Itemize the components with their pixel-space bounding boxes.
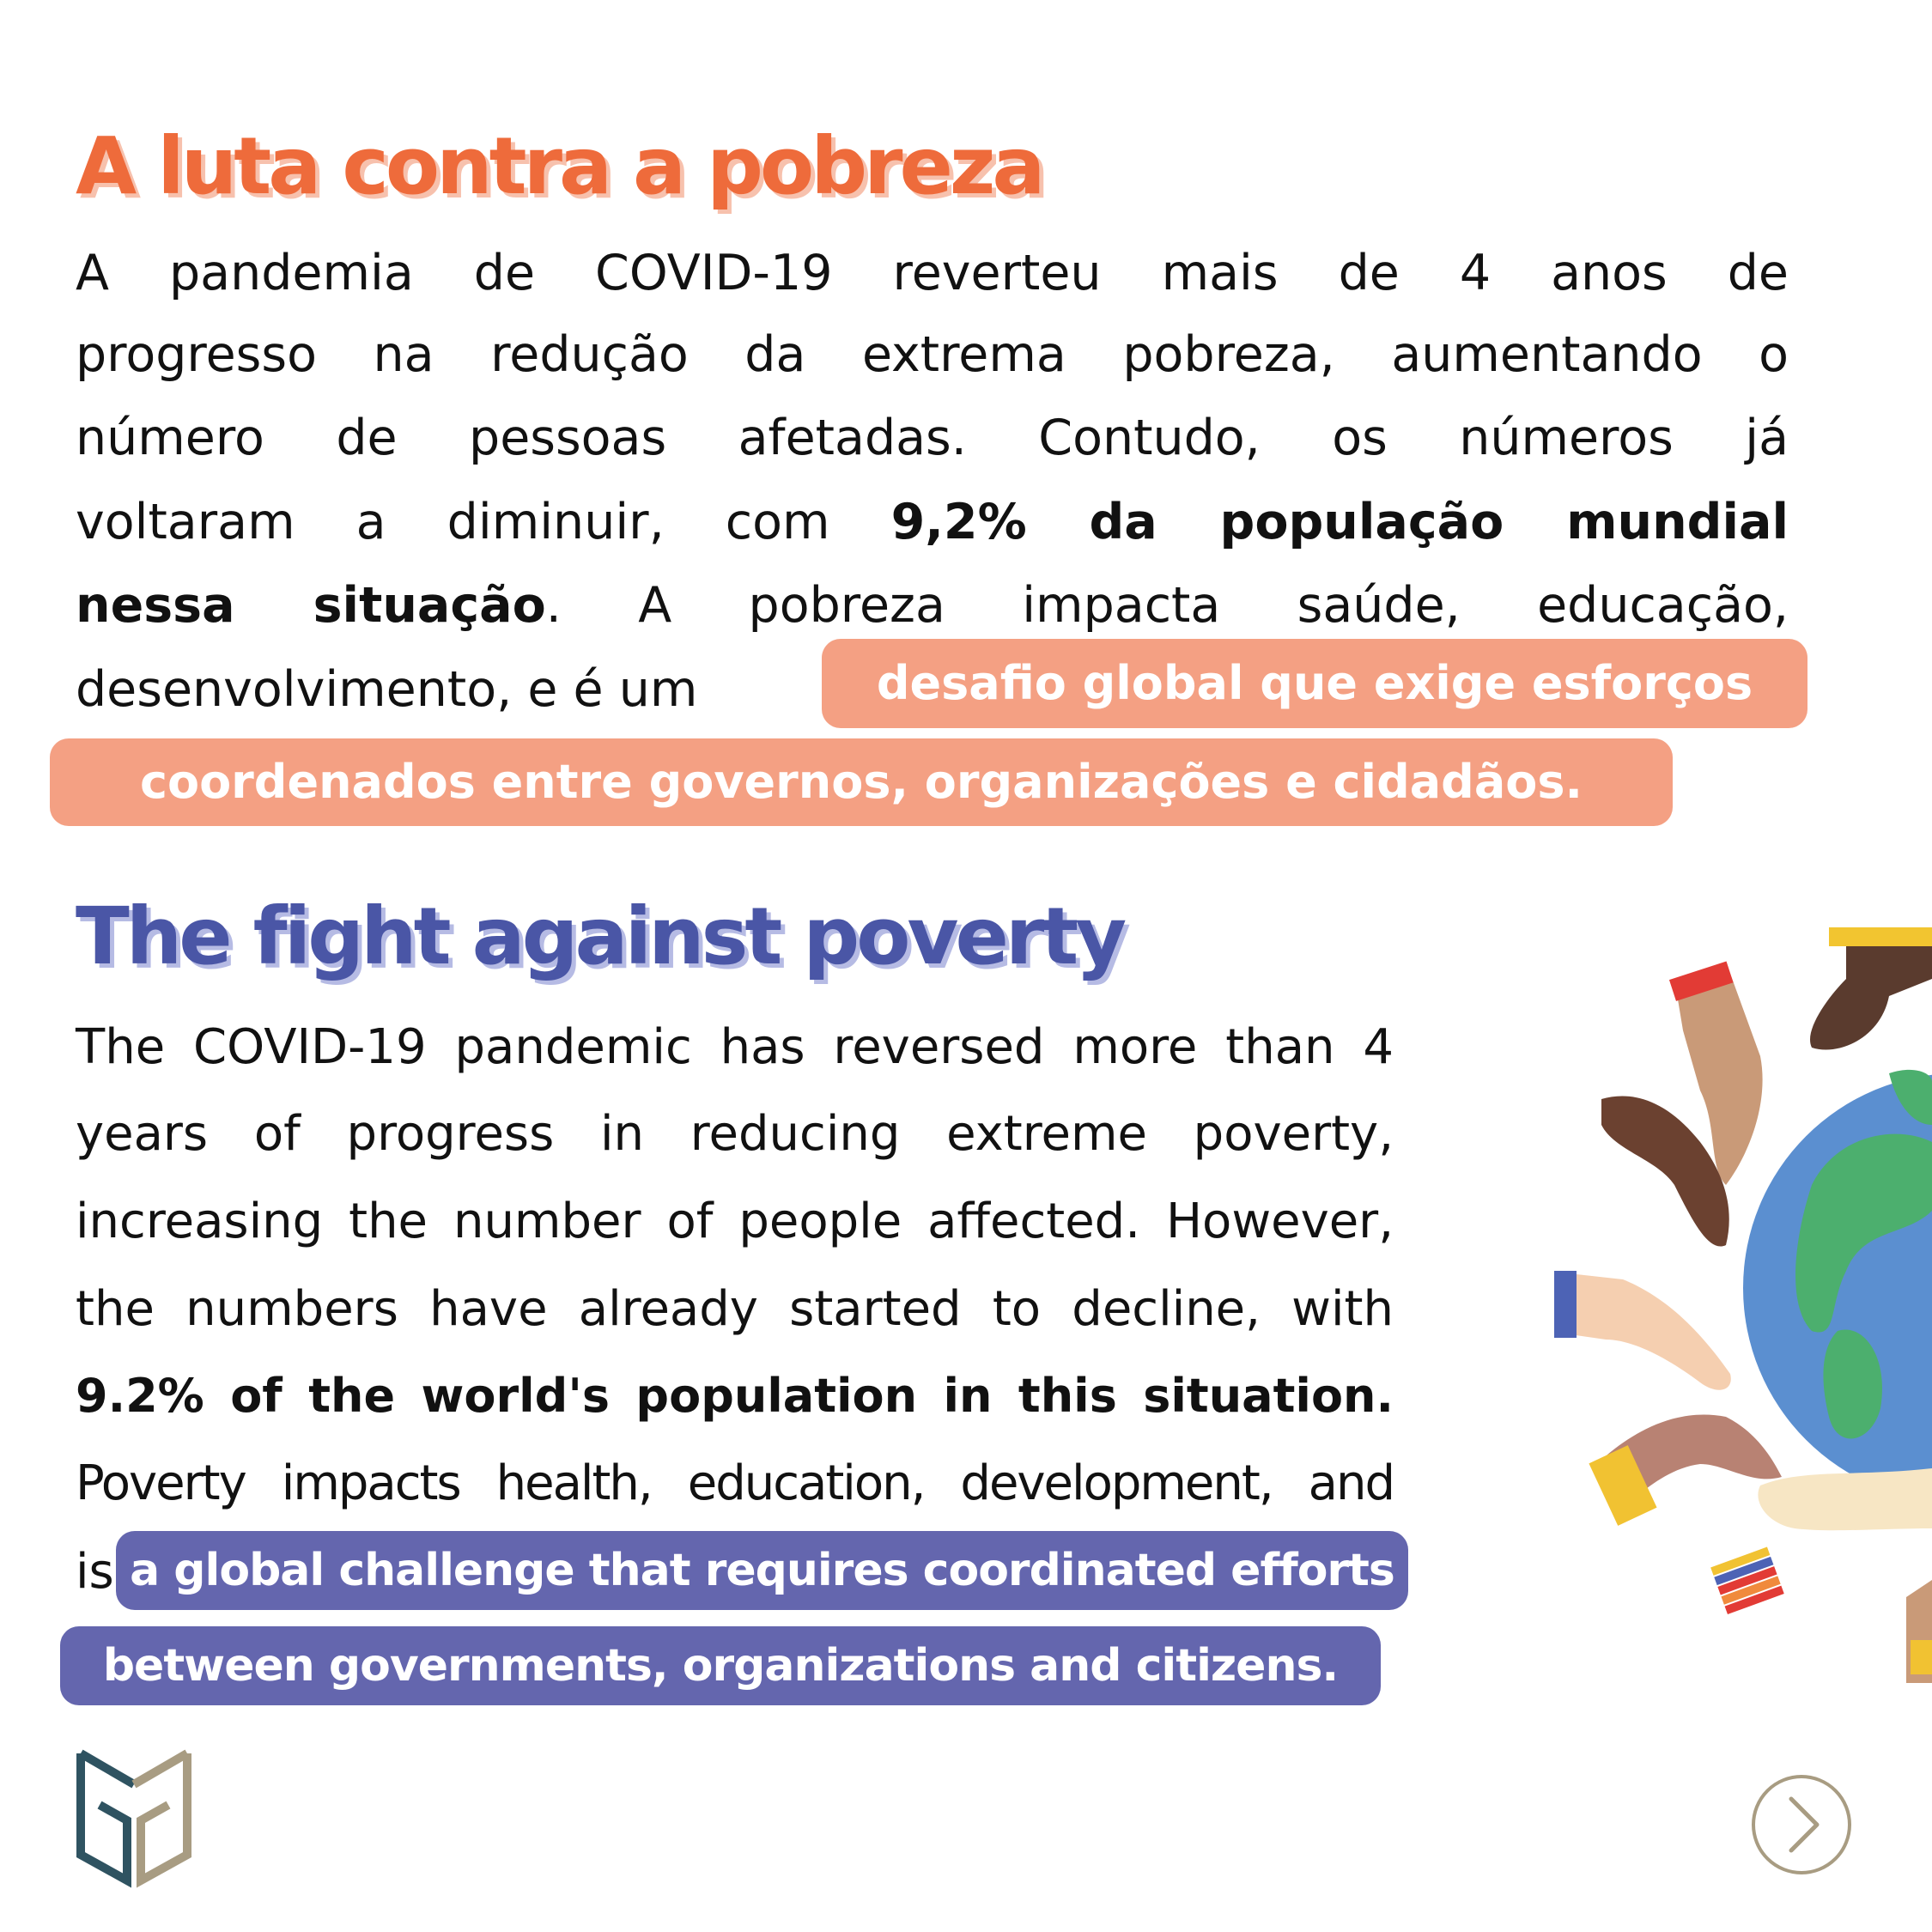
en-paragraph-line-3: increasing the number of people affected. However, bbox=[76, 1194, 1394, 1249]
pt-highlight-stat: 9,2% da população mundial bbox=[890, 494, 1789, 550]
page-title-pt: A luta contra a pobreza bbox=[76, 120, 1042, 212]
pt-paragraph-line-4 bbox=[76, 494, 1789, 550]
pt-highlight-stat-end: nessa situação bbox=[76, 577, 546, 634]
en-paragraph-line-2: years of progress in reducing extreme poverty, bbox=[76, 1106, 1394, 1162]
pt-text: voltaram a diminuir, com bbox=[76, 494, 891, 550]
pt-paragraph-line-6: desenvolvimento, e é um bbox=[76, 661, 698, 718]
en-highlight-pill-1: a global challenge that requires coordinated efforts bbox=[116, 1531, 1408, 1610]
en-highlight-pill-2: between governments, organizations and citizens. bbox=[60, 1626, 1381, 1705]
page-title-en: The fight against poverty bbox=[76, 890, 1124, 982]
en-paragraph-line-4: the numbers have already started to decline, with bbox=[76, 1281, 1394, 1337]
pt-paragraph-line-2: progresso na redução da extrema pobreza, aumentando o bbox=[76, 326, 1789, 383]
en-paragraph-line-6: Poverty impacts health, education, development, and bbox=[76, 1455, 1394, 1511]
en-paragraph-line-1: The COVID-19 pandemic has reversed more than 4 bbox=[76, 1019, 1394, 1075]
pt-paragraph-line-5 bbox=[76, 577, 1789, 634]
pt-text: . A pobreza impacta saúde, educação, bbox=[545, 577, 1789, 634]
monogram-logo bbox=[74, 1743, 194, 1889]
pt-paragraph-line-3: número de pessoas afetadas. Contudo, os números já bbox=[76, 410, 1789, 466]
pt-highlight-pill-1: desafio global que exige esforços bbox=[822, 639, 1807, 728]
hands-around-globe-illustration bbox=[1554, 927, 1932, 1683]
en-paragraph-line-7: is bbox=[76, 1544, 114, 1600]
en-highlight-stat: 9.2% of the world's population in this situation. bbox=[76, 1369, 1394, 1423]
pt-highlight-pill-2: coordenados entre governos, organizações e cidadãos. bbox=[50, 738, 1673, 826]
next-page-button[interactable] bbox=[1750, 1773, 1853, 1876]
pt-paragraph-line-1: A pandemia de COVID-19 reverteu mais de 4 anos de bbox=[76, 245, 1789, 301]
chevron-right-icon bbox=[1791, 1799, 1817, 1850]
